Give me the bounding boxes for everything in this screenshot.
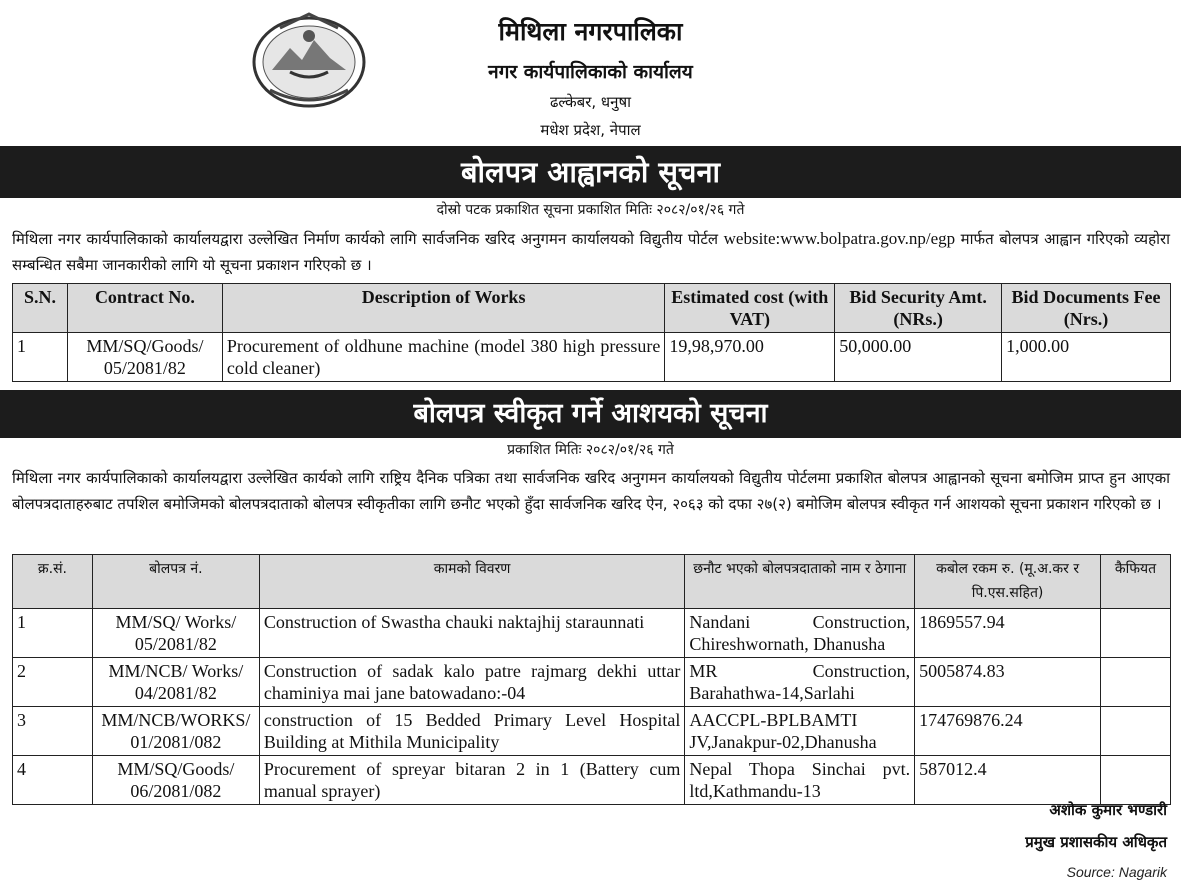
- cell-desc: Construction of Swastha chauki naktajhij staraunnati: [259, 609, 684, 658]
- col-header-fee: Bid Documents Fee (Nrs.): [1002, 284, 1171, 333]
- cell-remarks: [1101, 707, 1171, 756]
- cell-amount: 587012.4: [915, 756, 1101, 805]
- col-header-contract: Contract No.: [67, 284, 222, 333]
- table-row: [13, 609, 1171, 658]
- cell-desc: Procurement of oldhune machine (model 380 high pressure cold cleaner): [222, 333, 664, 382]
- table-header-row: [13, 284, 1171, 333]
- cell-security: 50,000.00: [835, 333, 1002, 382]
- cell-bidder: Nandani Construction, Chireshwornath, Dhanusha: [685, 609, 915, 658]
- col-header-amount: कबोल रकम रु. (मू.अ.कर र पि.एस.सहित): [915, 555, 1101, 609]
- cell-remarks: [1101, 658, 1171, 707]
- cell-contract: MM/SQ/Goods/ 05/2081/82: [67, 333, 222, 382]
- notice1-pub-date: दोस्रो पटक प्रकाशित सूचना प्रकाशित मितिः २०८२/०१/२६ गते: [436, 202, 745, 218]
- signatory-title: प्रमुख प्रशासकीय अधिकृत: [1025, 833, 1167, 851]
- cell-sn: 1: [13, 609, 93, 658]
- notice2-title: बोलपत्र स्वीकृत गर्ने आशयको सूचना: [0, 390, 1181, 438]
- org-address-line2: मधेश प्रदेश, नेपाल: [540, 121, 641, 139]
- signatory-name: अशोक कुमार भण्डारी: [1049, 801, 1167, 819]
- cell-bidder: AACCPL-BPLBAMTI JV,Janakpur-02,Dhanusha: [685, 707, 915, 756]
- cell-bidder: MR Construction, Barahathwa-14,Sarlahi: [685, 658, 915, 707]
- table-row: [13, 707, 1171, 756]
- notice-header: [0, 0, 1181, 146]
- col-header-desc: कामको विवरण: [259, 555, 684, 609]
- cell-remarks: [1101, 609, 1171, 658]
- notice1-para-a: मिथिला नगर कार्यपालिकाको कार्यालयद्वारा उल्लेखित निर्माण कार्यको लागि सार्वजनिक खरिद अनुगमन कार्यालयको विद्युतीय पोर्टल: [12, 230, 724, 248]
- table-row: [13, 756, 1171, 805]
- col-header-sn: S.N.: [13, 284, 68, 333]
- cell-amount: 1869557.94: [915, 609, 1101, 658]
- notice1-para-b: मार्फत बोलपत्र आह्वान गरिएको व्यहोरा सम्बन्धित सबैमा जानकारीको लागि यो सूचना प्रकाशन गरिएको छ ।: [12, 230, 1171, 274]
- bid-invitation-table: [12, 283, 1171, 382]
- notice1-paragraph: [12, 226, 1170, 278]
- col-header-sn: क्र.सं.: [13, 555, 93, 609]
- org-address-line1: ढल्केबर, धनुषा: [549, 93, 632, 111]
- cell-desc: construction of 15 Bedded Primary Level Hospital Building at Mithila Municipality: [259, 707, 684, 756]
- org-office: नगर कार्यपालिकाको कार्यालय: [488, 61, 693, 83]
- cell-sn: 1: [13, 333, 68, 382]
- bolpatra-website-link[interactable]: website:www.bolpatra.gov.np/egp: [723, 229, 956, 248]
- source-credit: Source: Nagarik: [1066, 864, 1167, 880]
- org-name: मिथिला नगरपालिका: [498, 17, 683, 46]
- cell-amount: 174769876.24: [915, 707, 1101, 756]
- cell-bid-no: MM/NCB/WORKS/ 01/2081/082: [92, 707, 259, 756]
- intent-award-table: [12, 554, 1171, 805]
- table-row: [13, 333, 1171, 382]
- col-header-security: Bid Security Amt. (NRs.): [835, 284, 1002, 333]
- col-header-bid-no: बोलपत्र नं.: [92, 555, 259, 609]
- col-header-remarks: कैफियत: [1101, 555, 1171, 609]
- cell-sn: 3: [13, 707, 93, 756]
- cell-amount: 5005874.83: [915, 658, 1101, 707]
- table-header-row: [13, 555, 1171, 609]
- col-header-desc: Description of Works: [222, 284, 664, 333]
- cell-bid-no: MM/SQ/ Works/ 05/2081/82: [92, 609, 259, 658]
- col-header-bidder: छनौट भएको बोलपत्रदाताको नाम र ठेगाना: [685, 555, 915, 609]
- cell-sn: 4: [13, 756, 93, 805]
- cell-bid-no: MM/SQ/Goods/ 06/2081/082: [92, 756, 259, 805]
- cell-desc: Construction of sadak kalo patre rajmarg dekhi uttar chaminiya mai jane batowadano:-04: [259, 658, 684, 707]
- notice2-pub-date: प्रकाशित मितिः २०८२/०१/२६ गते: [507, 442, 674, 458]
- table-row: [13, 658, 1171, 707]
- cell-bid-no: MM/NCB/ Works/ 04/2081/82: [92, 658, 259, 707]
- notice2-paragraph: मिथिला नगर कार्यपालिकाको कार्यालयद्वारा उल्लेखित कार्यको लागि राष्ट्रिय दैनिक पत्रिका तथा सार्वजनिक खरिद अनुगमन कार्यालयको विद्युतीय पोर्टलमा प्रकाशित बोलपत्र आह्वानको सूचना बमोजिम प्राप्त हुन आएका बोलपत्रदाताहरुबाट तपशिल बमोजिमको बोलपत्रदाताको बोलपत्र स्वीकृतीका लागि छनौट भएको हुँदा सार्वजनिक खरिद ऐन, २०६३ को दफा २७(२) बमोजिम बोलपत्र स्वीकृत गर्न आशयको सूचना प्रकाशन गरिएको छ ।: [12, 469, 1170, 513]
- cell-bidder: Nepal Thopa Sinchai pvt. ltd,Kathmandu-13: [685, 756, 915, 805]
- cell-cost: 19,98,970.00: [665, 333, 835, 382]
- cell-remarks: [1101, 756, 1171, 805]
- cell-fee: 1,000.00: [1002, 333, 1171, 382]
- cell-desc: Procurement of spreyar bitaran 2 in 1 (Battery cum manual sprayer): [259, 756, 684, 805]
- col-header-cost: Estimated cost (with VAT): [665, 284, 835, 333]
- notice1-title: बोलपत्र आह्वानको सूचना: [0, 146, 1181, 198]
- cell-sn: 2: [13, 658, 93, 707]
